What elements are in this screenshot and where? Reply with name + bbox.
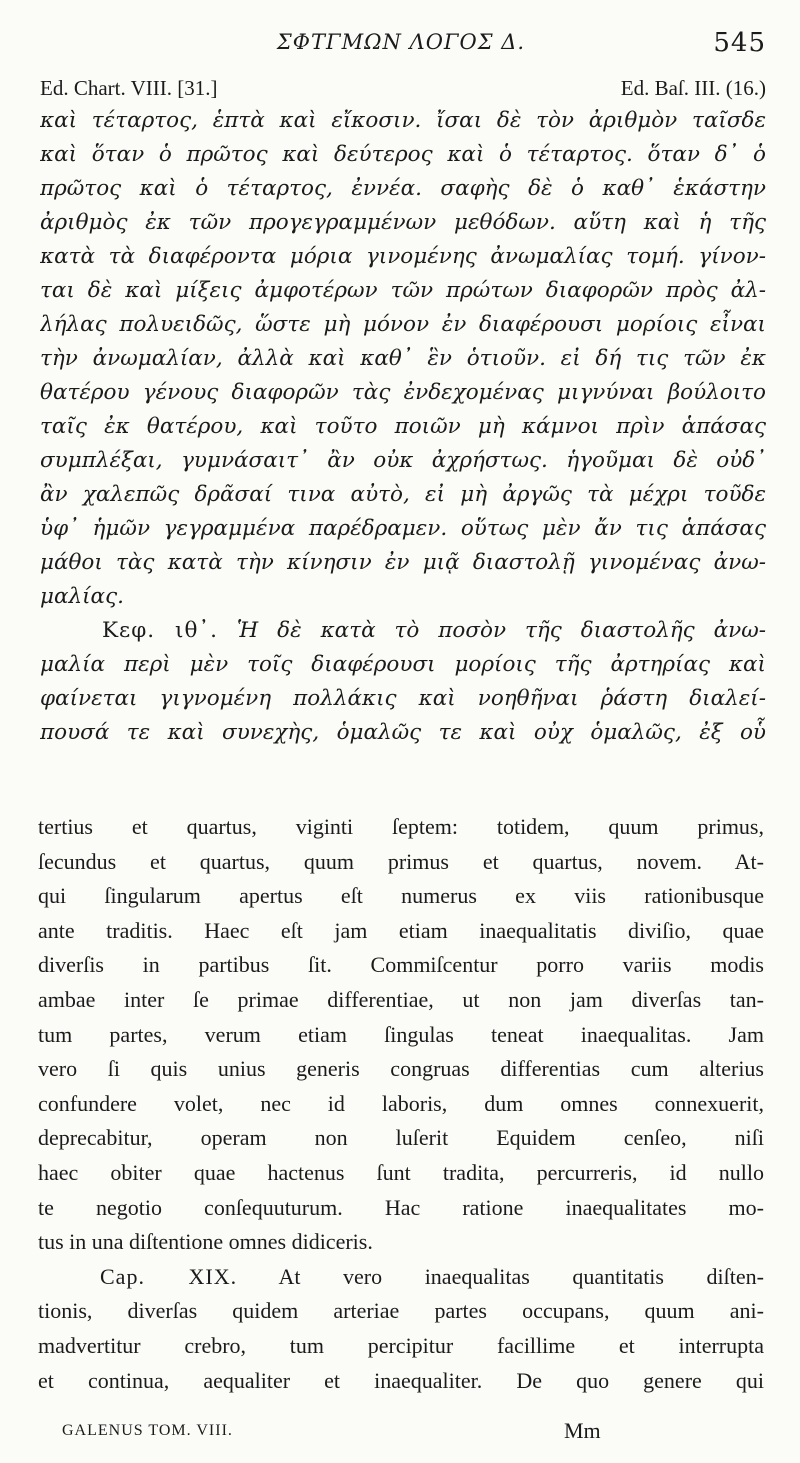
- latin-line: ambae inter ſe primae differentiae, ut non jam diverſas tan-: [38, 986, 764, 1012]
- latin-line: madvertitur crebro, tum percipitur facillime et interrupta: [38, 1332, 764, 1358]
- greek-line: φαίνεται γιγνομένη πολλάκις καὶ νοηθῆναι ῥάστη διαλεί-: [40, 686, 766, 711]
- greek-line: μαλίας.: [40, 584, 124, 609]
- signature-mark: Mm: [564, 1418, 601, 1443]
- latin-text-block: [38, 810, 764, 1398]
- page-header: [36, 30, 766, 64]
- running-title: ΣΦΤΓΜΩΝ ΛΟΓΟΣ Δ.: [276, 30, 526, 54]
- latin-chapter-heading-line: [38, 1260, 764, 1295]
- latin-chapter-first-line: At vero inaequalitas quantitatis diſten-: [278, 1263, 764, 1289]
- greek-line: καὶ ὅταν ὁ πρῶτος καὶ δεύτερος καὶ ὁ τέταρτος. ὅταν δ᾽ ὁ: [40, 142, 766, 167]
- latin-line: tertius et quartus, viginti ſeptem: totidem, quum primus,: [38, 814, 764, 839]
- edition-right-reference: Ed. Baſ. III. (16.): [620, 76, 766, 100]
- greek-line: καὶ τέταρτος, ἑπτὰ καὶ εἴκοσιν. ἴσαι δὲ τὸν ἀριθμὸν ταῖσδε: [40, 108, 766, 133]
- latin-line: deprecabitur, operam non luſerit Equidem cenſeo, niſi: [38, 1125, 764, 1151]
- latin-line: qui ſingularum apertus eſt numerus ex viis rationibusque: [38, 883, 764, 909]
- latin-line: ſecundus et quartus, quum primus et quartus, novem. At-: [38, 848, 764, 874]
- greek-line: ὑφ᾽ ἡμῶν γεγραμμένα παρέδραμεν. οὕτως μὲν ἄν τις ἁπάσας: [40, 516, 766, 541]
- edition-reference-line: [36, 76, 766, 102]
- greek-line: ἀριθμὸς ἐκ τῶν προγεγραμμένων μεθόδων. αὕτη καὶ ἡ τῆς: [40, 210, 766, 235]
- greek-line: συμπλέξαι, γυμνάσαιτ᾽ ἂν οὐκ ἀχρήστως. ἡγοῦμαι δὲ οὐδ᾽: [40, 448, 766, 473]
- latin-line: vero ſi quis unius generis congruas differentias cum alterius: [38, 1056, 764, 1082]
- greek-line: ται δὲ καὶ μίξεις ἀμφοτέρων τῶν πρώτων διαφορῶν πρὸς ἀλ-: [40, 278, 766, 303]
- latin-line: et continua, aequaliter et inaequaliter. De quo genere qui: [38, 1367, 764, 1393]
- page-footer: [40, 1420, 766, 1448]
- greek-line: ταῖς ἐκ θατέρου, καὶ τοῦτο ποιῶν μὴ κάμνοι πρὶν ἁπάσας: [40, 414, 766, 439]
- latin-line: confundere volet, nec id laboris, dum omnes connexuerit,: [38, 1090, 764, 1116]
- greek-line: κατὰ τὰ διαφέροντα μόρια γινομένης ἀνωμαλίας τομή. γίνον-: [40, 244, 766, 269]
- latin-line: tum partes, verum etiam ſingulas teneat inaequalitas. Jam: [38, 1021, 764, 1047]
- greek-chapter-heading-line: [40, 614, 766, 648]
- greek-line: μαλία περὶ μὲν τοῖς διαφέρουσι μορίοις τῆς ἀρτηρίας καὶ: [40, 652, 766, 677]
- latin-line: tionis, diverſas quidem arteriae partes occupans, quum ani-: [38, 1298, 764, 1324]
- greek-chapter-label: Κεφ. ιθ᾽.: [102, 618, 218, 643]
- greek-line: λήλας πολυειδῶς, ὥστε μὴ μόνον ἐν διαφέρουσι μορίοις εἶναι: [40, 312, 766, 337]
- latin-line: tus in una diſtentione omnes didiceris.: [38, 1229, 373, 1255]
- page-number: 545: [713, 28, 766, 58]
- greek-line: μάθοι τὰς κατὰ τὴν κίνησιν ἐν μιᾷ διαστολῇ γινομένας ἀνω-: [40, 550, 766, 575]
- edition-left-reference: Ed. Chart. VIII. [31.]: [40, 76, 218, 100]
- latin-chapter-label: Cap. XIX.: [100, 1263, 238, 1289]
- latin-line: diverſis in partibus ſit. Commiſcentur porro variis modis: [38, 952, 764, 978]
- greek-text-block: [40, 104, 766, 750]
- greek-line: θατέρου γένους διαφορῶν τὰς ἐνδεχομένας μιγνύναι βούλοιτο: [40, 380, 766, 405]
- greek-line: ἂν χαλεπῶς δρᾶσαί τινα αὐτὸ, εἰ μὴ ἀργῶς τὰ μέχρι τοῦδε: [40, 482, 766, 507]
- greek-line: τὴν ἀνωμαλίαν, ἀλλὰ καὶ καθ᾽ ἓν ὁτιοῦν. εἰ δή τις τῶν ἐκ: [40, 346, 766, 371]
- greek-line: πρῶτος καὶ ὁ τέταρτος, ἐννέα. σαφὴς δὲ ὁ καθ᾽ ἑκάστην: [40, 176, 766, 201]
- signature-text: GALENUS TOM. VIII.: [62, 1422, 233, 1439]
- latin-line: haec obiter quae hactenus ſunt tradita, percurreris, id nullo: [38, 1159, 764, 1185]
- greek-line: πουσά τε καὶ συνεχὴς, ὁμαλῶς τε καὶ οὐχ ὁμαλῶς, ἐξ οὗ: [40, 720, 766, 745]
- greek-chapter-first-line: Ἡ δὲ κατὰ τὸ ποσὸν τῆς διαστολῆς ἀνω-: [236, 618, 766, 643]
- latin-line: te negotio conſequuturum. Hac ratione inaequalitates mo-: [38, 1194, 764, 1220]
- latin-line: ante traditis. Haec eſt jam etiam inaequalitatis diviſio, quae: [38, 917, 764, 943]
